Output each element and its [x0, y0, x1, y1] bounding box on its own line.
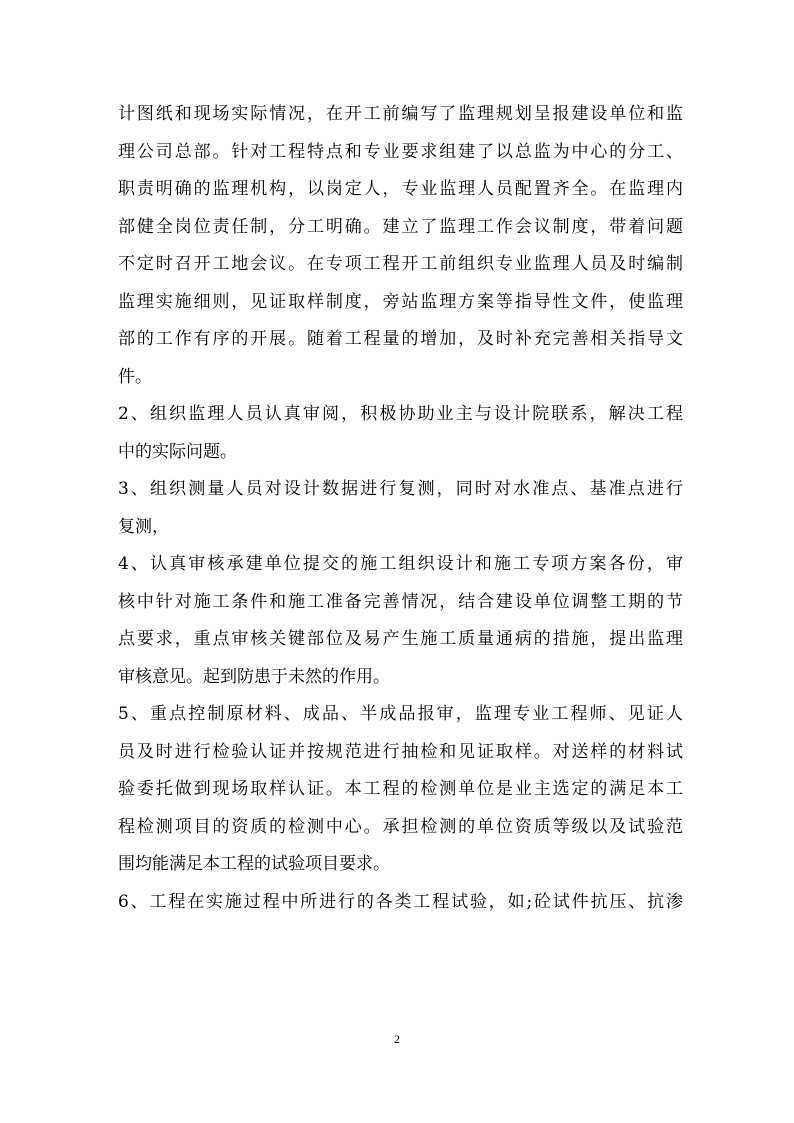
text-line: 监理实施细则，见证取样制度，旁站监理方案等指导性文件，使监理 — [118, 291, 683, 312]
text-line: 部健全岗位责任制，分工明确。建立了监理工作会议制度，带着问题 — [118, 216, 683, 237]
text-line: 理公司总部。针对工程特点和专业要求组建了以总监为中心的分工、 — [118, 141, 683, 162]
text-line: 不定时召开工地会议。在专项工程开工前组织专业监理人员及时编制 — [118, 254, 683, 274]
text-line: 3、组织测量人员对设计数据进行复测，同时对水准点、基准点进行 — [118, 479, 683, 499]
text-line: 件。 — [118, 366, 152, 387]
text-line: 围均能满足本工程的试验项目要求。 — [118, 854, 390, 874]
page-number: 2 — [394, 1032, 400, 1046]
text-line: 计图纸和现场实际情况，在开工前编写了监理规划呈报建设单位和监 — [118, 104, 683, 124]
text-line: 验委托做到现场取样认证。本工程的检测单位是业主选定的满足本工 — [118, 779, 683, 799]
text-line: 2、组织监理人员认真审阅，积极协助业主与设计院联系，解决工程 — [118, 404, 683, 424]
text-line: 审核意见。起到防患于未然的作用。 — [118, 666, 390, 687]
text-line: 复测， — [118, 516, 169, 537]
text-line: 4、认真审核承建单位提交的施工组织设计和施工专项方案各份，审 — [118, 554, 683, 574]
text-line: 程检测项目的资质的检测中心。承担检测的单位资质等级以及试验范 — [118, 816, 683, 837]
text-line: 点要求，重点审核关键部位及易产生施工质量通病的措施，提出监理 — [118, 629, 683, 649]
text-line: 职责明确的监理机构，以岗定人，专业监理人员配置齐全。在监理内 — [118, 179, 683, 199]
text-line: 核中针对施工条件和施工准备完善情况，结合建设单位调整工期的节 — [118, 591, 683, 612]
text-line: 5、重点控制原材料、成品、半成品报审，监理专业工程师、见证人 — [118, 704, 683, 724]
text-line: 中的实际问题。 — [118, 441, 237, 462]
body-text — [118, 96, 683, 921]
text-line: 员及时进行检验认证并按规范进行抽检和见证取样。对送样的材料试 — [118, 741, 683, 762]
text-line: 部的工作有序的开展。随着工程量的增加，及时补充完善相关指导文 — [118, 329, 683, 349]
text-line: 6、工程在实施过程中所进行的各类工程试验，如;砼试件抗压、抗渗 — [118, 891, 683, 912]
